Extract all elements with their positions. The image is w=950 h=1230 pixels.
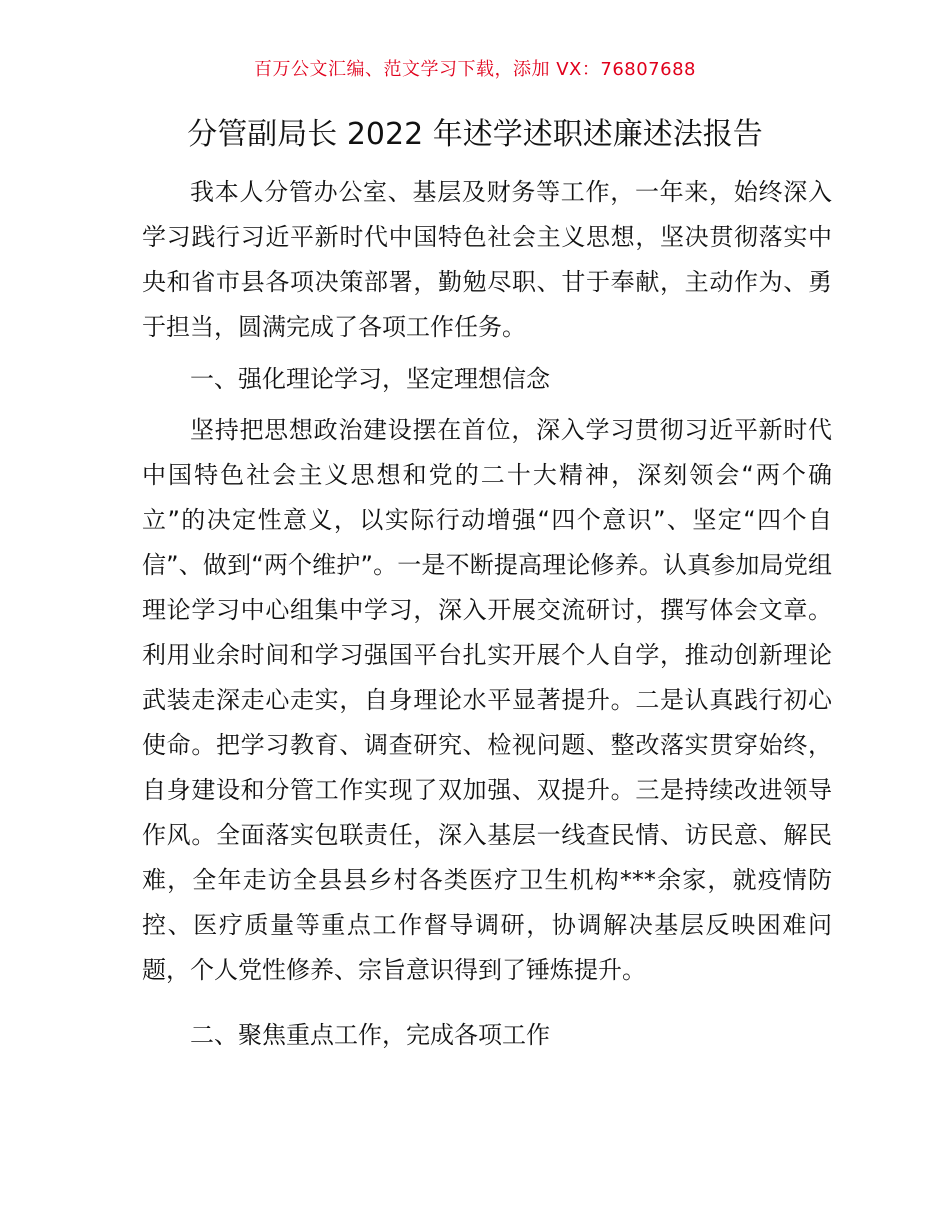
document-title: 分管副局长 2022 年述学述职述廉述法报告 xyxy=(187,117,763,152)
intro-paragraph: 我本人分管办公室、基层及财务等工作，一年来，始终深入学习践行习近平新时代中国特色社会主义思想，坚决贯彻落实中央和省市县各项决策部署，勤勉尽职、甘于奉献，主动作为、勇于担当，圆满完成了各项工作任务。 xyxy=(142,178,832,341)
section-1-paragraph: 坚持把思想政治建设摆在首位，深入学习贯彻习近平新时代中国特色社会主义思想和党的二十大精神，深刻领会“两个确立”的决定性意义，以实际行动增强“四个意识”、坚定“四个自信”、做到“两个维护”。一是不断提高理论修养。认真参加局党组理论学习中心组集中学习，深入开展交流研讨，撰写体会文章。利用业余时间和学习强国平台扎实开展个人自学，推动创新理论武装走深走心走实，自身理论水平显著提升。二是认真践行初心使命。把学习教育、调查研究、检视问题、整改落实贯穿始终，自身建设和分管工作实现了双加强、双提升。三是持续改进领导作风。全面落实包联责任，深入基层一线查民情、访民意、解民难，全年走访全县县乡村各类医疗卫生机构***余家，就疫情防控、医疗质量等重点工作督导调研，协调解决基层反映困难问题，个人党性修养、宗旨意识得到了锤炼提升。 xyxy=(142,416,832,984)
document-body xyxy=(142,170,832,1064)
section-heading-1: 一、强化理论学习，坚定理想信念 xyxy=(190,365,550,393)
section-heading-2: 二、聚焦重点工作，完成各项工作 xyxy=(190,1021,550,1049)
watermark-text: 百万公文汇编、范文学习下载，添加 VX：76807688 xyxy=(254,59,696,80)
